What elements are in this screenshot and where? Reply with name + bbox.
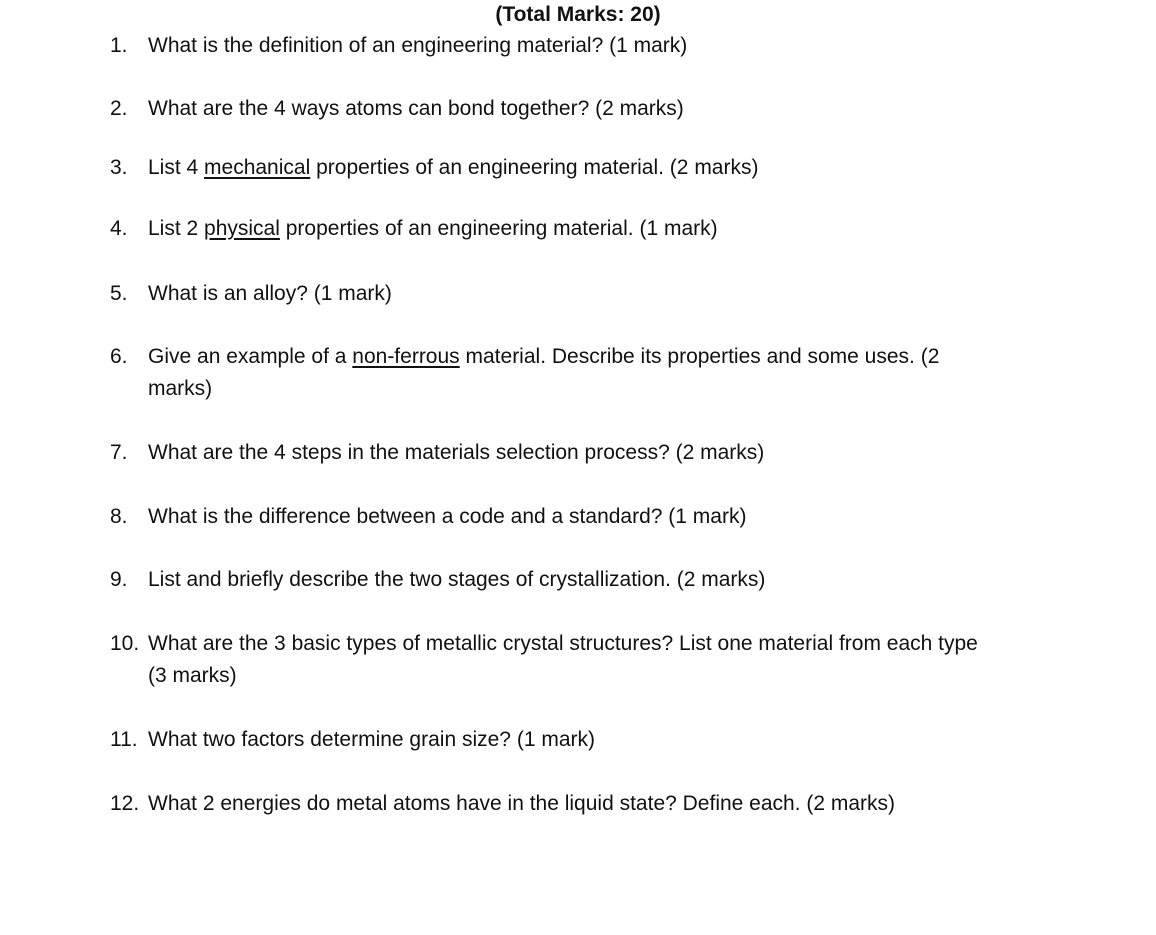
question-8 (110, 501, 990, 533)
question-number: 3. (110, 156, 128, 179)
question-3 (110, 152, 990, 184)
question-number: 10. (110, 632, 140, 655)
question-10 (110, 628, 990, 692)
question-9 (110, 564, 990, 596)
total-marks-heading: (Total Marks: 20) (495, 3, 661, 26)
question-6 (110, 341, 990, 405)
underlined-term: mechanical (204, 156, 311, 179)
question-text: What are the 4 steps in the materials selection process? (2 marks) (148, 441, 765, 464)
question-number: 1. (110, 34, 128, 57)
question-text: What are the 4 ways atoms can bond together? (2 marks) (148, 97, 684, 120)
question-text: What is the difference between a code and a standard? (1 mark) (148, 505, 747, 528)
question-text: What is an alloy? (1 mark) (148, 282, 392, 305)
question-text: List and briefly describe the two stages of crystallization. (2 marks) (148, 568, 766, 591)
underlined-term: physical (204, 217, 280, 240)
question-4 (110, 213, 990, 245)
question-11 (110, 724, 990, 756)
question-text: List 4 mechanical properties of an engineering material. (2 marks) (148, 156, 759, 179)
question-number: 2. (110, 97, 128, 120)
question-number: 7. (110, 441, 128, 464)
question-number: 6. (110, 345, 128, 368)
question-number: 9. (110, 568, 128, 591)
question-text: List 2 physical properties of an engineering material. (1 mark) (148, 217, 718, 240)
question-text: What 2 energies do metal atoms have in the liquid state? Define each. (2 marks) (148, 792, 896, 815)
question-number: 4. (110, 217, 128, 240)
underlined-term: non-ferrous (352, 345, 460, 368)
question-7 (110, 437, 990, 469)
question-text: What are the 3 basic types of metallic crystal structures? List one material from each type (3 marks) (148, 632, 978, 687)
question-text: What is the definition of an engineering material? (1 mark) (148, 34, 688, 57)
question-12 (110, 788, 990, 820)
question-number: 12. (110, 792, 140, 815)
question-2 (110, 93, 990, 125)
question-number: 11. (110, 728, 138, 751)
question-5 (110, 278, 990, 310)
question-text: Give an example of a non-ferrous material. Describe its properties and some uses. (2 marks) (148, 345, 940, 400)
question-text: What two factors determine grain size? (1 mark) (148, 728, 595, 751)
question-1 (110, 30, 990, 62)
question-number: 8. (110, 505, 128, 528)
question-number: 5. (110, 282, 128, 305)
